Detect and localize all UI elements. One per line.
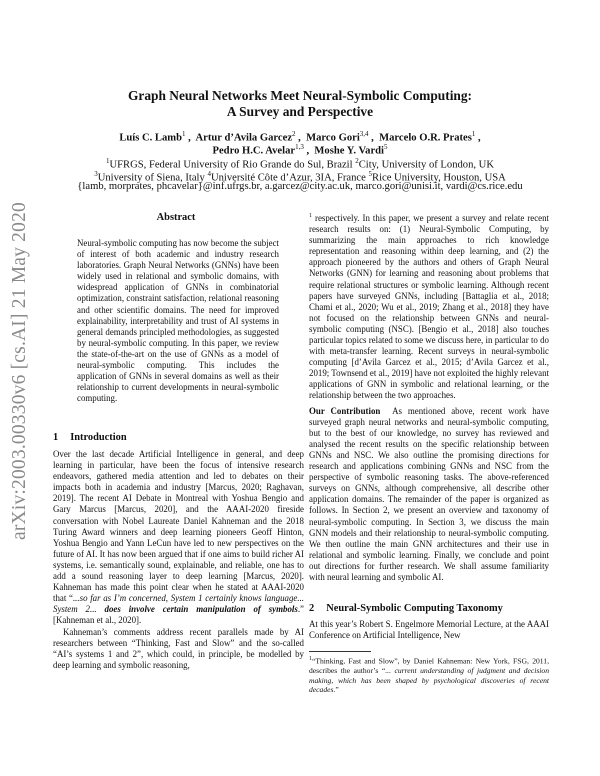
author-sup: 5: [383, 143, 388, 151]
intro-paragraph-2: Kahneman’s comments address recent parallels made by AI researchers between “Thinking, Fast and Slow” and the so-called “AI’s systems 1 and 2”, which could, in principle, be modelled by deep learning and symbolic reasoning,: [53, 626, 304, 670]
author-sup: 1,3: [295, 143, 304, 151]
author-sup: 1: [182, 130, 186, 138]
author-name: Marco Gori: [306, 132, 360, 144]
abstract-heading: Abstract: [156, 212, 196, 223]
affiliation: City, University of London, UK: [358, 159, 494, 171]
arxiv-identifier: arXiv:2003.00330v6 [cs.AI] 21 May 2020: [9, 202, 30, 540]
affil-sup: 3: [94, 170, 98, 178]
section-number: 1: [53, 432, 59, 443]
author-name: Marcelo O.R. Prates: [379, 132, 472, 144]
author-line-1: Luís C. Lamb$^1$ , Artur d’Avila Garcez$^2$ , Marco Gori$^{3,4}$ , Marcelo O.R. Prates$^1$ ,: [119, 130, 481, 144]
abstract-text: Neural-symbolic computing has now become the subject of interest of both academic and industry research laboratories. Graph Neural Networks (GNNs) have been widely used in relational and symbolic domains, with widespread application of GNNs in combinatorial optimization, constraint satisfaction, relational reasoning and other scientific domains. The need for improved explainability, interpretability and trust of AI systems in general demands principled methodologies, as suggested by neural-symbolic computing. In this paper, we review the state-of-the-art on the use of GNNs as a model of neural-symbolic computing. This includes the application of GNNs in several domains as well as their relationship to current developments in neural-symbolic computing.: [77, 238, 279, 404]
footnote-text: “Thinking, Fast and Slow”, by Daniel Kahneman: New York, FSG, 2011, describes the author’s “: [309, 656, 549, 676]
author-name: Artur d’Avila Garcez: [195, 132, 293, 144]
paragraph-text: .” [Kahneman et al., 2020].: [53, 604, 304, 626]
paragraph-text: respectively. In this paper, we present a survey and relate recent research results on: (1) Neural-Symbolic Computing, by summarizing the main approaches to rich knowledge representation and reasoning within deep learning, and (2) the approach pioneered by the authors and others of Graph Neural Networks (GNN) for learning and reasoning about problems that require relational structures or symbolic learning. Although recent papers have surveyed GNNs, including [Battaglia et al., 2018; Chami et al., 2020; Wu et al., 2019; Zhang et al., 2018] they have not focused on the relationship between GNNs and neural-symbolic computing (NSC). [Bengio et al., 2018] also touches particular topics related to some we discuss here, in particular to do with meta-transfer learning. Recent surveys in neural-symbolic computing [d’Avila Garcez et al., 2015; d’Avila Garcez et al., 2019; Townsend et al., 2019] have not exploited the highly relevant applications of GNN in symbolic and relational learning, or the relationship between the two approaches.: [309, 212, 550, 401]
contribution-paragraph: [309, 406, 549, 584]
paragraph-contd: [309, 211, 549, 402]
footnote-quote: ... current understanding of judgment and decision making, which has been shaped by psychological discoveries of recent decades.: [309, 666, 549, 695]
paragraph-text: As mentioned above, recent work have surveyed graph neural networks and neural-symbolic computing, but to the best of our knowledge, no survey has reviewed and analysed the recent results on the specific relationship between GNNs and NSC. We also outline the promising directions for research and applications combining GNNs and NSC from the perspective of symbolic reasoning tasks. The above-referenced surveys on GNNs, although comprehensive, all describe other application domains. The remainder of the paper is organized as follows. In Section 2, we present an overview and taxonomy of neural-symbolic computing. In Section 3, we discuss the main GNN models and their relationship to neural-symbolic computing. We then outline the main GNN architectures and their use in relational and symbolic learning. Finally, we conclude and point out directions for further research. We shall assume familiarity with neural learning and symbolic AI.: [309, 405, 550, 582]
author-name: Moshe Y. Vardi: [314, 145, 384, 157]
section-heading-introduction: [53, 432, 127, 443]
footnote-text-end: ”: [335, 685, 339, 695]
footnote-number: 1: [309, 656, 312, 662]
footnote: [309, 655, 549, 695]
author-sup: 2: [292, 130, 296, 138]
author-sup: 3,4: [359, 130, 369, 138]
affiliation: Rice University, Houston, USA: [372, 172, 506, 184]
section-heading-taxonomy: [309, 603, 503, 614]
affiliation: University of Siena, Italy: [97, 172, 205, 184]
paper-title-line1: Graph Neural Networks Meet Neural-Symbolic Computing:: [127, 88, 473, 103]
paragraph-text: Over the last decade Artificial Intelligence in general, and deep learning in particular, have been the focus of intensive research endeavors, gathered media attention and led to debates on their impacts both in academia and industry [Marcus, 2020; Raghavan, 2019]. The recent AI Debate in Montreal with Yoshua Bengio and Gary Marcus [Marcus, 2020], and the AAAI-2020 fireside conversation with Nobel Laureate Daniel Kahneman and the 2018 Turing Award winners and deep learning pioneers Geoff Hinton, Yoshua Bengio and Yann LeCun have led to new perspectives on the future of AI. It has now been argued that if one aims to build richer AI systems, i.e. semantically sound, explainable, and reliable, one has to add a sound reasoning layer to deep learning [Marcus, 2020]. Kahneman has made this point clear when he stated at AAAI-2020 that “: [53, 449, 304, 604]
author-line-2: Pedro H.C. Avelar$^{1,3}$ , Moshe Y. Vardi$^5$: [212, 143, 388, 157]
footnote-rule: [309, 651, 371, 652]
introduction-body: [53, 449, 304, 671]
kahneman-quote: ...so far as I’m concerned, System 1 certainly knows language... System 2...: [53, 593, 305, 615]
section-number: 2: [309, 603, 315, 614]
right-column-body: [309, 211, 549, 583]
footnote-marker: 1: [309, 213, 312, 219]
author-name: Luís C. Lamb: [119, 132, 183, 144]
affil-sup: 4: [207, 170, 211, 178]
paragraph-heading: Our Contribution: [309, 405, 381, 416]
author-sup: 1: [471, 130, 476, 138]
taxonomy-paragraph: At this year’s Robert S. Engelmore Memorial Lecture, at the AAAI Conference on Artificial Intelligence, New: [309, 619, 549, 641]
paper-title-line2: A Survey and Perspective: [226, 104, 374, 119]
affiliation: UFRGS, Federal University of Rio Grande do Sul, Brazil: [109, 159, 353, 171]
section-title: Introduction: [70, 432, 127, 443]
affil-sup: 2: [355, 157, 359, 165]
section-title: Neural-Symbolic Computing Taxonomy: [326, 603, 503, 614]
affil-sup: 5: [368, 170, 372, 178]
author-name: Pedro H.C. Avelar: [212, 145, 296, 157]
affiliation: Université Côte d’Azur, 3IA, France: [210, 172, 366, 184]
kahneman-quote-bold: does involve certain manipulation of symbols: [104, 604, 298, 615]
intro-paragraph-1: [53, 449, 304, 627]
affil-sup: 1: [106, 157, 110, 165]
author-emails: {lamb, morprates, phcavelar}@inf.ufrgs.br, a.garcez@city.ac.uk, marco.gori@unisi.it, vardi@cs.rice.edu: [77, 181, 523, 192]
